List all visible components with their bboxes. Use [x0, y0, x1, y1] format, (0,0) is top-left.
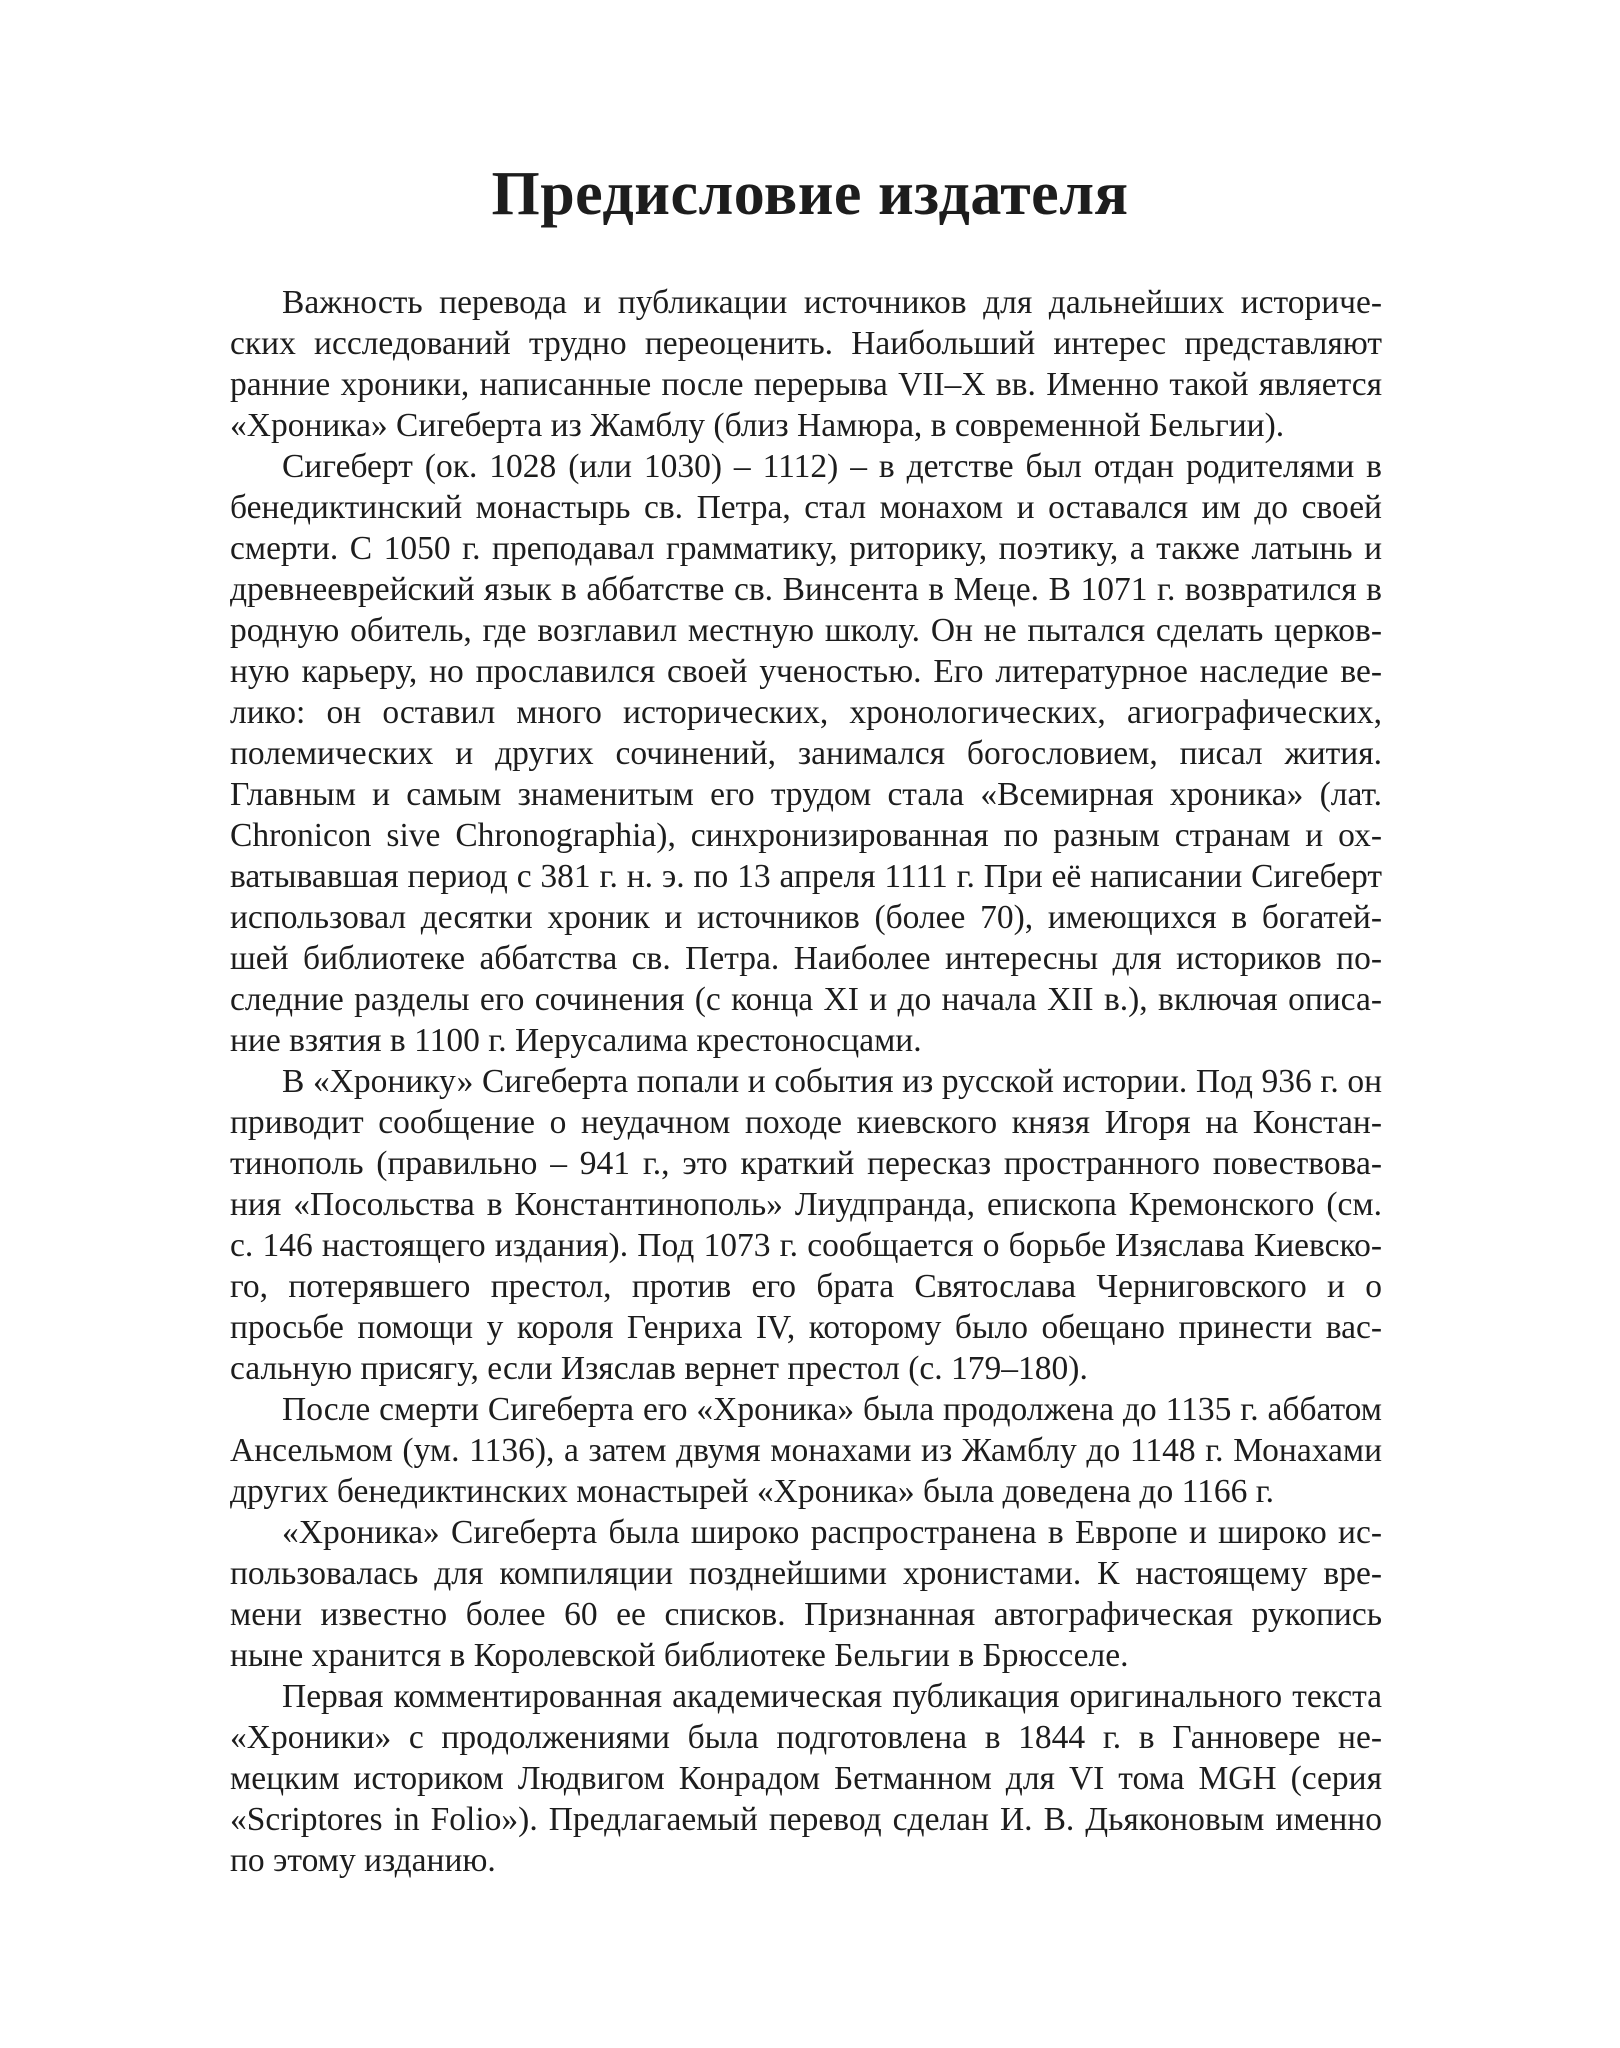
text-line: Главным и самым знаменитым его трудом стала «Всемирная хроника» (лат.	[230, 776, 1382, 813]
text-line: ватывавшая период с 381 г. н. э. по 13 апреля 1111 г. При её написании Сигеберт	[230, 858, 1382, 895]
text-line: шей библиотеке аббатства св. Петра. Наиболее интересны для историков по-	[230, 940, 1382, 977]
body-text	[230, 282, 1382, 1881]
text-line: ние взятия в 1100 г. Иерусалима крестоносцами.	[230, 1022, 922, 1059]
text-line: ныне хранится в Королевской библиотеке Бельгии в Брюсселе.	[230, 1637, 1129, 1674]
text-line: «Хроники» с продолжениями была подготовлена в 1844 г. в Ганновере не-	[230, 1719, 1382, 1756]
text-line: использовал десятки хроник и источников (более 70), имеющихся в богатей-	[230, 899, 1382, 936]
text-line: других бенедиктинских монастырей «Хроника» была доведена до 1166 г.	[230, 1473, 1275, 1510]
text-line: смерти. С 1050 г. преподавал грамматику, риторику, поэтику, а также латынь и	[230, 530, 1382, 567]
text-line: Сигеберт (ок. 1028 (или 1030) – 1112) – в детстве был отдан родителями в	[282, 448, 1382, 485]
text-line: ную карьеру, но прославился своей ученостью. Его литературное наследие ве-	[230, 653, 1382, 690]
text-line: «Scriptores in Folio»). Предлагаемый перевод сделан И. В. Дьяконовым именно	[230, 1801, 1382, 1838]
text-line: «Хроника» Сигеберта была широко распространена в Европе и широко ис-	[282, 1514, 1382, 1551]
text-line: «Хроника» Сигеберта из Жамблу (близ Намюра, в современной Бельгии).	[230, 407, 1285, 444]
text-line: родную обитель, где возглавил местную школу. Он не пытался сделать церков-	[230, 612, 1382, 649]
text-line: древнееврейский язык в аббатстве св. Винсента в Меце. В 1071 г. возвратился в	[230, 571, 1382, 608]
text-line: тинополь (правильно – 941 г., это краткий пересказ пространного повествова-	[230, 1145, 1382, 1182]
text-line: просьбе помощи у короля Генриха IV, которому было обещано принести вас-	[230, 1309, 1382, 1346]
text-line: пользовалась для компиляции позднейшими хронистами. К настоящему вре-	[230, 1555, 1382, 1592]
text-line: Ансельмом (ум. 1136), а затем двумя монахами из Жамблу до 1148 г. Монахами	[230, 1432, 1382, 1469]
text-line: Chronicon sive Chronographia), синхронизированная по разным странам и ох-	[230, 817, 1382, 854]
text-line: го, потерявшего престол, против его брата Святослава Черниговского и о	[230, 1268, 1382, 1305]
text-line: лико: он оставил много исторических, хронологических, агиографических,	[230, 694, 1382, 731]
text-line: с. 146 настоящего издания). Под 1073 г. сообщается о борьбе Изяслава Киевско-	[230, 1227, 1382, 1264]
text-line: по этому изданию.	[230, 1842, 496, 1879]
text-line: приводит сообщение о неудачном походе киевского князя Игоря на Констан-	[230, 1104, 1382, 1141]
text-line: Важность перевода и публикации источников для дальнейших историче-	[282, 284, 1382, 321]
text-line: ния «Посольства в Константинополь» Лиудпранда, епископа Кремонского (см.	[230, 1186, 1382, 1223]
page-title: Предисловие издателя	[491, 160, 1129, 228]
text-line: полемических и других сочинений, занимался богословием, писал жития.	[230, 735, 1382, 772]
text-line: сальную присягу, если Изяслав вернет престол (с. 179–180).	[230, 1350, 1088, 1387]
text-line: После смерти Сигеберта его «Хроника» была продолжена до 1135 г. аббатом	[282, 1391, 1382, 1428]
text-line: мени известно более 60 ее списков. Признанная автографическая рукопись	[230, 1596, 1382, 1633]
text-line: Первая комментированная академическая публикация оригинального текста	[282, 1678, 1382, 1715]
text-line: бенедиктинский монастырь св. Петра, стал монахом и оставался им до своей	[230, 489, 1382, 526]
text-line: мецким историком Людвигом Конрадом Бетманном для VI тома MGH (серия	[230, 1760, 1382, 1797]
text-line: ранние хроники, написанные после перерыва VII–X вв. Именно такой является	[230, 366, 1382, 403]
text-line: ских исследований трудно переоценить. Наибольший интерес представляют	[230, 325, 1382, 362]
text-line: В «Хронику» Сигеберта попали и события из русской истории. Под 936 г. он	[282, 1063, 1382, 1100]
text-line: следние разделы его сочинения (с конца XI и до начала XII в.), включая описа-	[230, 981, 1382, 1018]
